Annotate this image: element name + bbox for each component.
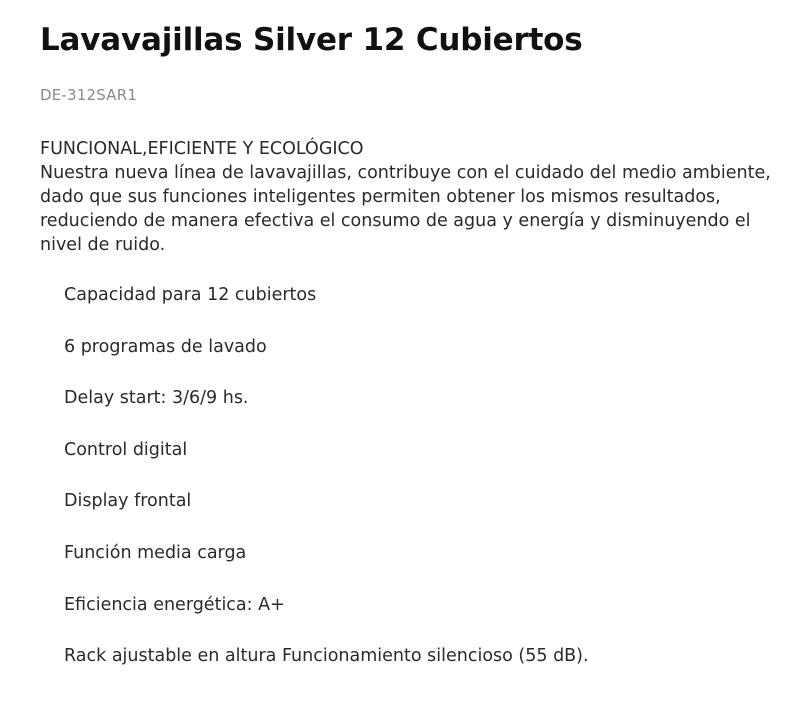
feature-list bbox=[64, 283, 589, 696]
feature-item: Rack ajustable en altura Funcionamiento silencioso (55 dB). bbox=[64, 646, 589, 667]
product-description bbox=[40, 137, 780, 257]
description-heading: FUNCIONAL,EFICIENTE Y ECOLÓGICO bbox=[40, 139, 364, 159]
feature-item: 6 programas de lavado bbox=[64, 336, 267, 357]
description-body: Nuestra nueva línea de lavavajillas, contribuye con el cuidado del medio ambiente, dado que sus funciones inteligentes permiten obtener los mismos resultados, reduciendo de manera efectiva el consumo de agua y energía y disminuyendo el nivel de ruido. bbox=[40, 163, 771, 255]
feature-item: Eficiencia energética: A+ bbox=[64, 594, 285, 615]
product-sku: DE-312SAR1 bbox=[40, 86, 138, 104]
feature-item: Delay start: 3/6/9 hs. bbox=[64, 388, 249, 409]
feature-item: Display frontal bbox=[64, 491, 192, 512]
feature-item: Función media carga bbox=[64, 542, 247, 563]
feature-item: Control digital bbox=[64, 439, 188, 460]
product-title: Lavavajillas Silver 12 Cubiertos bbox=[40, 22, 583, 58]
feature-item: Capacidad para 12 cubiertos bbox=[64, 285, 317, 305]
